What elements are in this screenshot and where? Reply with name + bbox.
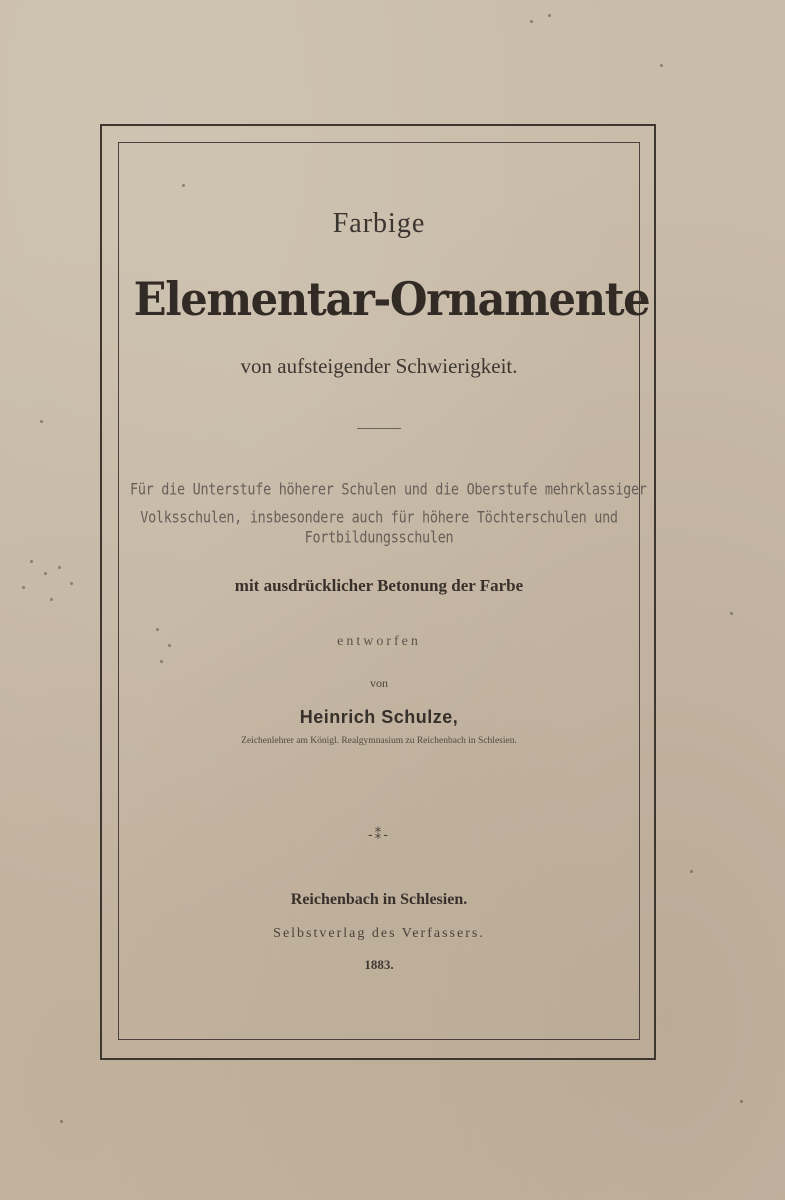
description-line: Fortbildungsschulen	[304, 528, 454, 548]
publication-place: Reichenbach in Schlesien.	[290, 891, 468, 908]
publisher: Selbstverlag des Verfassers.	[273, 926, 485, 941]
title-kicker: Farbige	[332, 208, 426, 239]
designed-label: entworfen	[337, 634, 421, 649]
author-name: Heinrich Schulze,	[299, 707, 459, 727]
ornament-divider: -⁑-	[368, 828, 390, 843]
by-label: von	[370, 676, 388, 690]
subtitle: von aufsteigender Schwierigkeit.	[240, 354, 518, 378]
description-line: Volksschulen, insbesondere auch für höhere Töchterschulen und	[140, 508, 618, 528]
main-title: Elementar-Ornamente	[133, 272, 650, 326]
author-role: Zeichenlehrer am Königl. Realgymnasium zu Reichenbach in Schlesien.	[241, 736, 517, 746]
emphasis-line: mit ausdrücklicher Betonung der Farbe	[234, 576, 524, 595]
divider-rule	[357, 428, 401, 429]
description-line: Für die Unterstufe höherer Schulen und die Oberstufe mehrklassiger	[130, 480, 647, 500]
publication-year: 1883.	[364, 957, 394, 972]
